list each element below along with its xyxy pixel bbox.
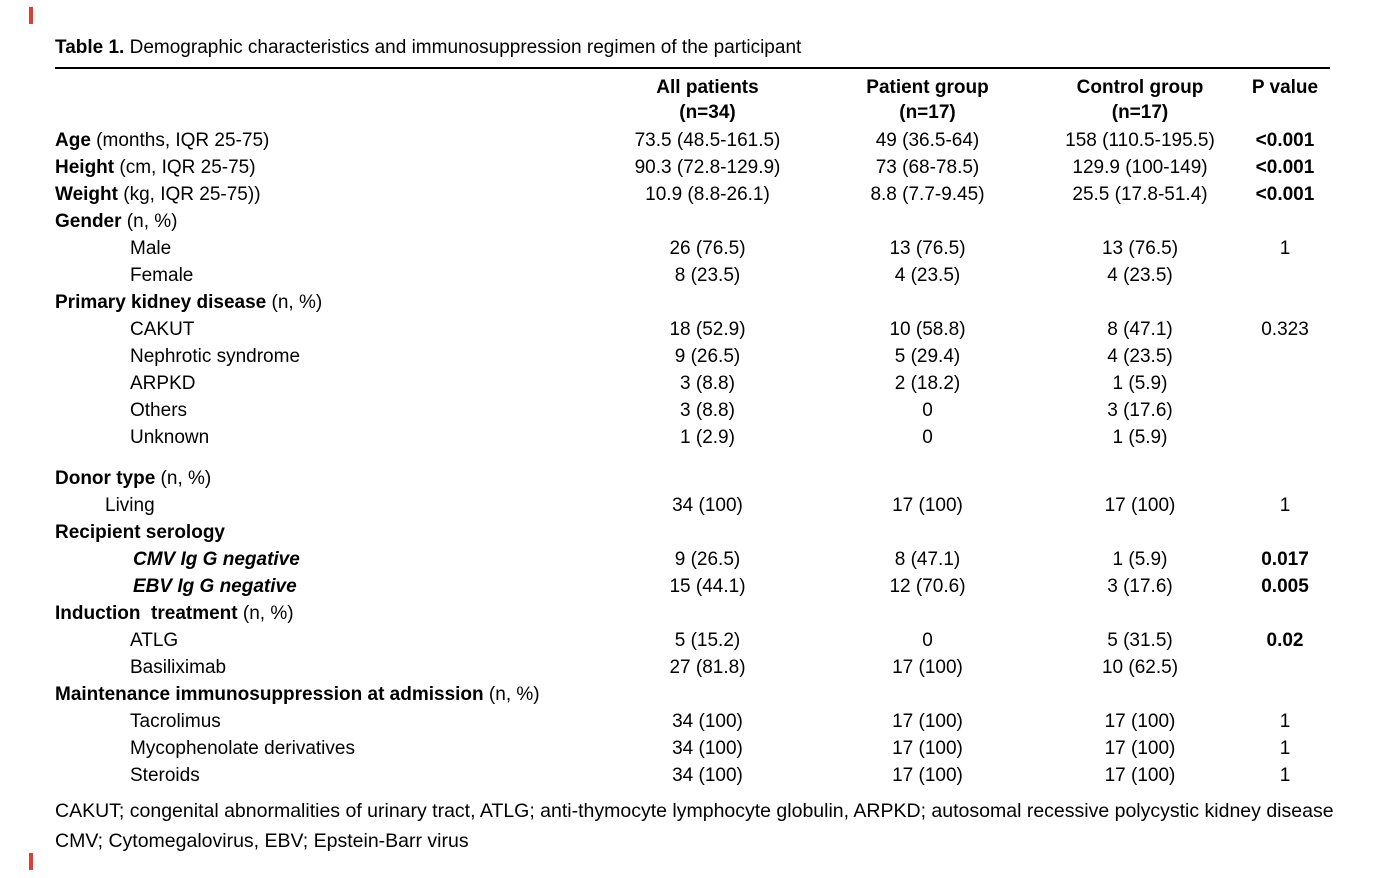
table-row [55,520,1330,547]
cell-value [600,601,815,628]
row-label-text: Unknown [130,427,210,449]
cell-p-value [1240,263,1330,290]
cell-value: 5 (29.4) [894,346,961,368]
table-header [55,68,1330,128]
row-label-suffix: (n, %) [483,684,540,706]
cell-p-value [1240,520,1330,547]
margin-marker-bottom [29,853,33,870]
cell-value: 1 (5.9) [1112,373,1168,395]
row-label-suffix: (n, %) [121,211,178,233]
cell-value [600,209,815,236]
cell-value: 3 (17.6) [1107,400,1173,422]
cell-value: 2 (18.2) [894,373,961,395]
header-empty [55,68,600,100]
cell-p-value [1240,398,1330,425]
cell-value: 8 (47.1) [1107,319,1173,341]
row-label-text: Gender [55,211,122,233]
cell-value: 9 (26.5) [674,549,741,571]
row-label-text: Height [55,157,115,179]
header-p-value-sub [1240,100,1330,128]
row-label-text: EBV Ig G negative [133,576,297,598]
cell-value: 10.9 (8.8-26.1) [645,184,770,206]
table-row [55,317,1330,344]
cell-p-value [1240,344,1330,371]
table-number: Table 1. [55,37,125,58]
header-all-patients: All patients [656,76,759,98]
row-label [55,290,600,317]
cell-value: 4 (23.5) [1107,265,1173,287]
table-row [55,371,1330,398]
cell-value: 73 (68-78.5) [875,157,980,179]
row-label-text: Induction treatment [55,603,238,625]
row-label-suffix: (n, %) [237,603,294,625]
cell-p-value: <0.001 [1255,157,1315,179]
cell-value: 34 (100) [672,495,743,517]
cell-value: 0 [922,400,933,422]
cell-p-value: 1 [1279,238,1291,260]
table-row [55,655,1330,682]
cell-value: 18 (52.9) [669,319,746,341]
row-label [55,344,600,371]
cell-value: 4 (23.5) [1107,346,1173,368]
cell-value [815,520,1040,547]
table-caption-text: Demographic characteristics and immunosuppression regimen of the participant [124,37,802,58]
cell-p-value [1240,425,1330,452]
cell-value: 17 (100) [892,495,963,517]
table-row [55,425,1330,452]
row-label [55,493,600,520]
header-control-group-n: (n=17) [1111,101,1169,123]
cell-value: 17 (100) [1104,738,1176,760]
row-label-text: Maintenance immunosuppression at admission [55,684,484,706]
row-label-text: ARPKD [130,373,196,395]
row-label-text: Tacrolimus [130,711,221,733]
cell-value: 5 (31.5) [1107,630,1173,652]
table-row [55,628,1330,655]
row-label-text: CAKUT [130,319,195,341]
cell-p-value [1240,209,1330,236]
table-row [55,290,1330,317]
cell-value [815,601,1040,628]
cell-value: 90.3 (72.8-129.9) [634,157,781,179]
header-row-1 [55,68,1330,100]
row-label-suffix: (n, %) [155,468,212,490]
cell-value: 1 (5.9) [1112,427,1168,449]
table-row [55,763,1330,790]
row-label [55,317,600,344]
row-label-text: Primary kidney disease [55,292,267,314]
row-label-text: Mycophenolate derivatives [130,738,355,760]
row-label-text: Others [130,400,188,422]
cell-value: 13 (76.5) [1101,238,1179,260]
table-row [55,128,1330,155]
table-row [55,236,1330,263]
cell-value: 158 (110.5-195.5) [1065,130,1215,152]
cell-value: 34 (100) [672,738,743,760]
row-label-suffix: (n, %) [266,292,323,314]
cell-value: 27 (81.8) [669,657,746,679]
cell-value: 17 (100) [1104,495,1176,517]
table-footnote: CAKUT; congenital abnormalities of urinary tract, ATLG; anti-thymocyte lymphocyte globulin, ARPKD; autosomal recessive polycystic kidney disease CMV; Cytomegalovirus, EBV; Epstein-Barr virus [55,799,1334,852]
cell-p-value: 0.323 [1261,319,1309,341]
header-control-group: Control group [1076,76,1204,98]
table-row [55,547,1330,574]
cell-value: 17 (100) [892,738,963,760]
row-label-suffix: (months, IQR 25-75) [90,130,270,152]
cell-value: 17 (100) [1104,711,1176,733]
table-body [55,128,1330,790]
row-label [55,682,600,709]
row-label [55,155,600,182]
cell-value: 9 (26.5) [674,346,741,368]
row-label [55,398,600,425]
header-all-patients-n: (n=34) [679,101,736,123]
row-label-suffix: (kg, IQR 25-75)) [117,184,261,206]
row-label-text: Donor type [55,468,156,490]
row-label [55,452,600,493]
header-p-value: P value [1251,76,1319,98]
cell-value: 0 [922,427,933,449]
row-label-suffix: (cm, IQR 25-75) [114,157,256,179]
row-label-text: CMV Ig G negative [133,549,300,571]
row-label [55,371,600,398]
row-label-text: Basiliximab [130,657,227,679]
header-empty [55,100,600,128]
row-label-text: Recipient serology [55,522,225,544]
cell-p-value [1240,601,1330,628]
cell-p-value [1240,682,1330,709]
row-label [55,709,600,736]
cell-value: 4 (23.5) [894,265,961,287]
row-label-text: Living [105,495,155,517]
cell-value [600,290,815,317]
cell-value: 49 (36.5-64) [875,130,980,152]
cell-p-value [1240,371,1330,398]
cell-p-value: <0.001 [1255,130,1315,152]
cell-value [600,682,815,709]
header-patient-group-n: (n=17) [899,101,956,123]
cell-p-value: 1 [1279,495,1291,517]
cell-value: 1 (2.9) [680,427,735,449]
cell-value [815,452,1040,493]
cell-p-value [1240,452,1330,493]
cell-value: 17 (100) [892,657,963,679]
row-label [55,547,600,574]
cell-value: 8 (47.1) [894,549,961,571]
row-label [55,263,600,290]
cell-value: 25.5 (17.8-51.4) [1072,184,1208,206]
row-label [55,236,600,263]
header-patient-group: Patient group [866,76,989,98]
row-label-text: ATLG [130,630,179,652]
table-row [55,574,1330,601]
cell-value: 73.5 (48.5-161.5) [634,130,781,152]
cell-value [600,452,815,493]
cell-p-value: 0.005 [1261,576,1309,598]
row-label-text: Age [55,130,91,152]
row-label [55,736,600,763]
cell-value: 10 (62.5) [1101,657,1179,679]
cell-value [815,682,1040,709]
cell-value [600,520,815,547]
table-row [55,493,1330,520]
cell-p-value: <0.001 [1255,184,1315,206]
row-label-text: Steroids [130,765,200,787]
cell-value: 17 (100) [1104,765,1176,787]
cell-p-value: 1 [1279,738,1291,760]
table-row [55,601,1330,628]
row-label [55,128,600,155]
cell-p-value: 1 [1279,765,1291,787]
row-label-text: Male [130,238,172,260]
header-row-2 [55,100,1330,128]
cell-value: 15 (44.1) [669,576,746,598]
row-label [55,182,600,209]
cell-value: 3 (8.8) [680,400,735,422]
table-row [55,452,1330,493]
cell-p-value: 0.017 [1261,549,1309,571]
cell-p-value: 1 [1279,711,1291,733]
cell-value [815,209,1040,236]
row-label-text: Weight [55,184,118,206]
margin-marker-top [29,7,33,24]
cell-value [1040,520,1240,547]
cell-value [1040,601,1240,628]
cell-value [815,290,1040,317]
cell-value: 3 (8.8) [680,373,735,395]
table-row [55,709,1330,736]
cell-value [1040,209,1240,236]
cell-value: 3 (17.6) [1107,576,1173,598]
row-label [55,601,600,628]
row-label [55,425,600,452]
table-row [55,736,1330,763]
cell-value: 17 (100) [892,765,963,787]
row-label-text: Female [130,265,194,287]
cell-value: 129.9 (100-149) [1072,157,1208,179]
cell-value: 34 (100) [672,765,743,787]
cell-p-value: 0.02 [1266,630,1304,652]
cell-value: 0 [922,630,933,652]
row-label [55,574,600,601]
row-label [55,209,600,236]
cell-value: 13 (76.5) [889,238,966,260]
cell-value: 5 (15.2) [674,630,741,652]
cell-value [1040,682,1240,709]
cell-value: 8 (23.5) [674,265,741,287]
row-label [55,520,600,547]
cell-p-value [1240,655,1330,682]
cell-value: 10 (58.8) [889,319,966,341]
cell-value: 26 (76.5) [669,238,746,260]
row-label [55,655,600,682]
row-label [55,763,600,790]
table-row [55,263,1330,290]
table-row [55,682,1330,709]
cell-value [1040,290,1240,317]
table-row [55,209,1330,236]
cell-value: 34 (100) [672,711,743,733]
cell-value: 17 (100) [892,711,963,733]
table-row [55,182,1330,209]
cell-value: 1 (5.9) [1112,549,1168,571]
row-label-text: Nephrotic syndrome [130,346,301,368]
table-caption [55,36,1330,60]
table-row [55,344,1330,371]
table-row [55,155,1330,182]
table-row [55,398,1330,425]
demographics-table [55,67,1330,790]
row-label [55,628,600,655]
cell-p-value [1240,290,1330,317]
cell-value: 12 (70.6) [889,576,966,598]
cell-value [1040,452,1240,493]
cell-value: 8.8 (7.7-9.45) [870,184,985,206]
